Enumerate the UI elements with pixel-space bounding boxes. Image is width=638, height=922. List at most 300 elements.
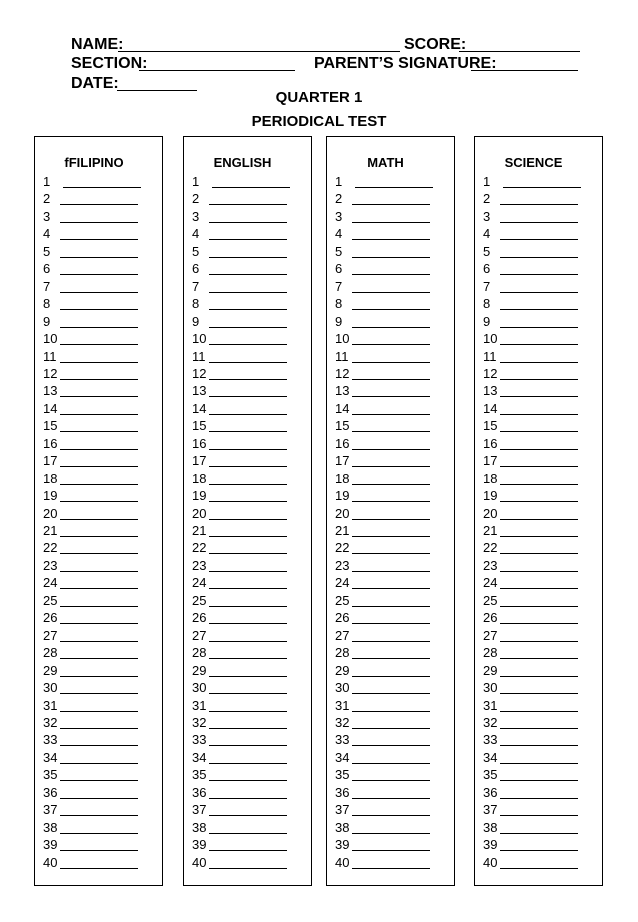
item-number: 5 bbox=[483, 243, 491, 259]
answer-row bbox=[327, 855, 454, 872]
answer-row bbox=[184, 244, 311, 261]
answer-blank[interactable] bbox=[63, 187, 141, 188]
answer-blank[interactable] bbox=[209, 676, 287, 677]
answer-blank[interactable] bbox=[209, 309, 287, 310]
item-number: 21 bbox=[483, 523, 498, 538]
quarter-title: QUARTER 1 bbox=[275, 89, 363, 106]
answer-blank[interactable] bbox=[352, 274, 430, 275]
answer-row bbox=[35, 785, 162, 802]
answer-blank[interactable] bbox=[60, 362, 138, 363]
answer-blank[interactable] bbox=[60, 536, 138, 537]
item-number: 36 bbox=[192, 784, 207, 800]
answer-row bbox=[327, 785, 454, 802]
answer-row bbox=[327, 488, 454, 505]
answer-row bbox=[35, 855, 162, 872]
answer-blank[interactable] bbox=[352, 571, 430, 572]
answer-blank[interactable] bbox=[209, 239, 287, 240]
answer-blank[interactable] bbox=[209, 553, 287, 554]
answer-blank[interactable] bbox=[500, 292, 578, 293]
answer-blank[interactable] bbox=[500, 519, 578, 520]
item-number: 18 bbox=[192, 470, 207, 486]
item-number: 12 bbox=[192, 365, 207, 381]
answer-blank[interactable] bbox=[352, 606, 430, 607]
answer-row bbox=[475, 418, 602, 435]
answer-blank[interactable] bbox=[209, 588, 287, 589]
answer-row bbox=[475, 540, 602, 557]
answer-blank[interactable] bbox=[60, 763, 138, 764]
answer-blank[interactable] bbox=[500, 396, 578, 397]
item-number: 37 bbox=[43, 802, 58, 818]
answer-row bbox=[184, 506, 311, 523]
answer-row bbox=[35, 558, 162, 575]
answer-blank[interactable] bbox=[352, 711, 430, 712]
answer-blank[interactable] bbox=[352, 431, 430, 432]
answer-blank[interactable] bbox=[352, 815, 430, 816]
item-number: 10 bbox=[192, 331, 207, 347]
answer-blank[interactable] bbox=[60, 204, 138, 205]
item-number: 34 bbox=[483, 749, 498, 765]
answer-blank[interactable] bbox=[352, 780, 430, 781]
answer-blank[interactable] bbox=[500, 588, 578, 589]
answer-blank[interactable] bbox=[209, 745, 287, 746]
answer-blank[interactable] bbox=[209, 274, 287, 275]
item-number: 2 bbox=[483, 191, 491, 207]
answer-blank[interactable] bbox=[500, 431, 578, 432]
answer-row bbox=[327, 383, 454, 400]
answer-blank[interactable] bbox=[209, 693, 287, 694]
item-number: 22 bbox=[335, 540, 350, 556]
answer-blank[interactable] bbox=[352, 763, 430, 764]
item-number: 35 bbox=[43, 767, 58, 783]
answer-blank[interactable] bbox=[209, 327, 287, 328]
answer-column-math bbox=[326, 136, 455, 886]
item-number: 1 bbox=[335, 174, 343, 189]
answer-row bbox=[327, 680, 454, 697]
answer-row bbox=[327, 593, 454, 610]
answer-blank[interactable] bbox=[60, 588, 138, 589]
answer-blank[interactable] bbox=[60, 344, 138, 345]
answer-blank[interactable] bbox=[209, 396, 287, 397]
answer-blank[interactable] bbox=[60, 431, 138, 432]
answer-blank[interactable] bbox=[60, 850, 138, 851]
answer-row bbox=[475, 645, 602, 662]
answer-row bbox=[475, 855, 602, 872]
answer-row bbox=[184, 209, 311, 226]
item-number: 7 bbox=[335, 278, 343, 294]
answer-blank[interactable] bbox=[352, 344, 430, 345]
item-number: 31 bbox=[335, 697, 350, 713]
item-number: 36 bbox=[335, 784, 350, 800]
answer-blank[interactable] bbox=[209, 292, 287, 293]
answer-blank[interactable] bbox=[352, 833, 430, 834]
answer-blank[interactable] bbox=[352, 484, 430, 485]
answer-row bbox=[184, 226, 311, 243]
item-number: 16 bbox=[483, 435, 498, 451]
answer-row bbox=[475, 174, 602, 191]
item-number: 34 bbox=[335, 749, 350, 765]
item-number: 35 bbox=[483, 767, 498, 783]
answer-row bbox=[327, 314, 454, 331]
item-number: 13 bbox=[483, 383, 498, 399]
answer-blank[interactable] bbox=[60, 327, 138, 328]
answer-blank[interactable] bbox=[352, 257, 430, 258]
answer-blank[interactable] bbox=[352, 798, 430, 799]
answer-blank[interactable] bbox=[209, 222, 287, 223]
answer-blank[interactable] bbox=[209, 711, 287, 712]
answer-blank[interactable] bbox=[500, 658, 578, 659]
item-number: 9 bbox=[483, 313, 491, 329]
answer-blank[interactable] bbox=[209, 519, 287, 520]
answer-blank[interactable] bbox=[60, 571, 138, 572]
answer-blank[interactable] bbox=[352, 396, 430, 397]
answer-row bbox=[327, 750, 454, 767]
item-number: 2 bbox=[192, 191, 200, 207]
answer-blank[interactable] bbox=[500, 623, 578, 624]
item-number: 40 bbox=[335, 854, 350, 870]
answer-row bbox=[475, 209, 602, 226]
item-number: 39 bbox=[335, 837, 350, 853]
item-number: 24 bbox=[335, 575, 350, 591]
score-field[interactable] bbox=[459, 51, 580, 52]
answer-blank[interactable] bbox=[500, 798, 578, 799]
answer-blank[interactable] bbox=[60, 833, 138, 834]
answer-blank[interactable] bbox=[60, 623, 138, 624]
answer-blank[interactable] bbox=[209, 868, 287, 869]
answer-blank[interactable] bbox=[60, 641, 138, 642]
answer-blank[interactable] bbox=[500, 204, 578, 205]
answer-blank[interactable] bbox=[209, 204, 287, 205]
answer-row bbox=[475, 610, 602, 627]
answer-blank[interactable] bbox=[500, 833, 578, 834]
answer-blank[interactable] bbox=[60, 379, 138, 380]
item-number: 37 bbox=[335, 802, 350, 818]
answer-blank[interactable] bbox=[209, 606, 287, 607]
answer-blank[interactable] bbox=[60, 798, 138, 799]
answer-blank[interactable] bbox=[352, 362, 430, 363]
item-number: 21 bbox=[43, 523, 58, 538]
answer-blank[interactable] bbox=[500, 728, 578, 729]
item-number: 1 bbox=[43, 174, 51, 189]
item-number: 17 bbox=[335, 453, 350, 469]
answer-blank[interactable] bbox=[352, 309, 430, 310]
answer-row bbox=[184, 628, 311, 645]
answer-row bbox=[184, 349, 311, 366]
item-number: 3 bbox=[335, 208, 343, 224]
answer-blank[interactable] bbox=[209, 780, 287, 781]
answer-blank[interactable] bbox=[60, 658, 138, 659]
answer-blank[interactable] bbox=[352, 745, 430, 746]
answer-blank[interactable] bbox=[500, 745, 578, 746]
answer-blank[interactable] bbox=[60, 239, 138, 240]
item-number: 40 bbox=[43, 854, 58, 870]
answer-row bbox=[327, 226, 454, 243]
answer-row bbox=[475, 802, 602, 819]
answer-row bbox=[35, 645, 162, 662]
answer-row bbox=[184, 401, 311, 418]
parent-signature-field[interactable] bbox=[471, 70, 578, 71]
item-number: 31 bbox=[483, 697, 498, 713]
answer-blank[interactable] bbox=[352, 850, 430, 851]
answer-row bbox=[475, 244, 602, 261]
answer-blank[interactable] bbox=[500, 676, 578, 677]
answer-blank[interactable] bbox=[500, 641, 578, 642]
answer-blank[interactable] bbox=[209, 833, 287, 834]
answer-row bbox=[184, 174, 311, 191]
answer-row bbox=[35, 488, 162, 505]
answer-row bbox=[327, 610, 454, 627]
answer-blank[interactable] bbox=[352, 676, 430, 677]
answer-blank[interactable] bbox=[209, 431, 287, 432]
answer-row bbox=[35, 226, 162, 243]
answer-blank[interactable] bbox=[60, 780, 138, 781]
answer-blank[interactable] bbox=[352, 414, 430, 415]
answer-blank[interactable] bbox=[352, 588, 430, 589]
answer-blank[interactable] bbox=[209, 414, 287, 415]
answer-blank[interactable] bbox=[500, 344, 578, 345]
answer-row bbox=[327, 453, 454, 470]
answer-row bbox=[35, 401, 162, 418]
answer-blank[interactable] bbox=[209, 536, 287, 537]
answer-row bbox=[475, 628, 602, 645]
item-number: 10 bbox=[335, 331, 350, 347]
answer-blank[interactable] bbox=[209, 571, 287, 572]
answer-blank[interactable] bbox=[209, 501, 287, 502]
answer-blank[interactable] bbox=[500, 239, 578, 240]
answer-blank[interactable] bbox=[60, 519, 138, 520]
answer-blank[interactable] bbox=[500, 449, 578, 450]
answer-blank[interactable] bbox=[500, 815, 578, 816]
answer-blank[interactable] bbox=[500, 484, 578, 485]
answer-blank[interactable] bbox=[500, 309, 578, 310]
item-number: 9 bbox=[43, 313, 51, 329]
item-number: 20 bbox=[43, 505, 58, 521]
answer-blank[interactable] bbox=[500, 379, 578, 380]
item-number: 29 bbox=[192, 662, 207, 678]
column-heading: ENGLISH bbox=[213, 155, 272, 170]
answer-blank[interactable] bbox=[500, 222, 578, 223]
answer-blank[interactable] bbox=[352, 449, 430, 450]
answer-blank[interactable] bbox=[209, 466, 287, 467]
answer-row bbox=[327, 191, 454, 208]
item-number: 16 bbox=[43, 435, 58, 451]
item-number: 13 bbox=[43, 383, 58, 399]
answer-blank[interactable] bbox=[500, 606, 578, 607]
item-number: 26 bbox=[483, 610, 498, 626]
item-number: 16 bbox=[192, 435, 207, 451]
answer-blank[interactable] bbox=[500, 274, 578, 275]
answer-row bbox=[35, 314, 162, 331]
item-number: 23 bbox=[43, 557, 58, 573]
item-number: 27 bbox=[43, 627, 58, 643]
answer-row bbox=[35, 698, 162, 715]
item-number: 2 bbox=[335, 191, 343, 207]
answer-blank[interactable] bbox=[209, 658, 287, 659]
item-number: 10 bbox=[483, 331, 498, 347]
answer-blank[interactable] bbox=[209, 798, 287, 799]
answer-blank[interactable] bbox=[500, 693, 578, 694]
item-number: 6 bbox=[483, 261, 491, 277]
answer-row bbox=[35, 436, 162, 453]
answer-blank[interactable] bbox=[352, 641, 430, 642]
answer-blank[interactable] bbox=[355, 187, 433, 188]
answer-blank[interactable] bbox=[500, 711, 578, 712]
answer-blank[interactable] bbox=[500, 257, 578, 258]
answer-blank[interactable] bbox=[209, 449, 287, 450]
item-number: 33 bbox=[483, 732, 498, 748]
answer-row bbox=[475, 261, 602, 278]
answer-row bbox=[327, 558, 454, 575]
answer-row bbox=[475, 226, 602, 243]
answer-row bbox=[35, 383, 162, 400]
item-number: 25 bbox=[335, 592, 350, 608]
name-label: NAME: bbox=[71, 36, 124, 53]
answer-blank[interactable] bbox=[60, 815, 138, 816]
answer-blank[interactable] bbox=[352, 239, 430, 240]
answer-blank[interactable] bbox=[209, 728, 287, 729]
answer-blank[interactable] bbox=[60, 274, 138, 275]
name-field[interactable] bbox=[118, 51, 400, 52]
answer-blank[interactable] bbox=[209, 484, 287, 485]
answer-blank[interactable] bbox=[352, 623, 430, 624]
answer-blank[interactable] bbox=[209, 257, 287, 258]
answer-row bbox=[184, 540, 311, 557]
answer-blank[interactable] bbox=[500, 868, 578, 869]
answer-row bbox=[35, 610, 162, 627]
answer-blank[interactable] bbox=[60, 257, 138, 258]
answer-blank[interactable] bbox=[500, 780, 578, 781]
item-number: 3 bbox=[43, 208, 51, 224]
answer-blank[interactable] bbox=[500, 362, 578, 363]
answer-blank[interactable] bbox=[209, 815, 287, 816]
answer-row bbox=[475, 488, 602, 505]
answer-blank[interactable] bbox=[60, 309, 138, 310]
answer-row bbox=[475, 785, 602, 802]
item-number: 28 bbox=[483, 645, 498, 661]
item-number: 17 bbox=[483, 453, 498, 469]
item-number: 11 bbox=[43, 348, 57, 364]
answer-blank[interactable] bbox=[352, 728, 430, 729]
answer-blank[interactable] bbox=[60, 606, 138, 607]
answer-blank[interactable] bbox=[352, 204, 430, 205]
answer-blank[interactable] bbox=[352, 553, 430, 554]
answer-blank[interactable] bbox=[209, 344, 287, 345]
answer-blank[interactable] bbox=[209, 850, 287, 851]
answer-row bbox=[327, 820, 454, 837]
answer-blank[interactable] bbox=[352, 868, 430, 869]
item-number: 40 bbox=[483, 854, 498, 870]
item-number: 12 bbox=[483, 365, 498, 381]
answer-row bbox=[35, 244, 162, 261]
item-number: 2 bbox=[43, 191, 51, 207]
answer-row bbox=[184, 279, 311, 296]
answer-blank[interactable] bbox=[352, 658, 430, 659]
answer-blank[interactable] bbox=[60, 693, 138, 694]
item-number: 28 bbox=[43, 645, 58, 661]
answer-blank[interactable] bbox=[60, 396, 138, 397]
answer-blank[interactable] bbox=[500, 850, 578, 851]
answer-blank[interactable] bbox=[352, 536, 430, 537]
answer-blank[interactable] bbox=[500, 327, 578, 328]
answer-blank[interactable] bbox=[212, 187, 290, 188]
answer-blank[interactable] bbox=[352, 501, 430, 502]
answer-blank[interactable] bbox=[60, 868, 138, 869]
section-field[interactable] bbox=[139, 70, 295, 71]
answer-row bbox=[475, 698, 602, 715]
answer-blank[interactable] bbox=[209, 362, 287, 363]
item-number: 19 bbox=[335, 488, 350, 504]
answer-blank[interactable] bbox=[503, 187, 581, 188]
answer-row bbox=[184, 418, 311, 435]
item-number: 16 bbox=[335, 435, 350, 451]
answer-blank[interactable] bbox=[60, 676, 138, 677]
answer-blank[interactable] bbox=[352, 292, 430, 293]
answer-blank[interactable] bbox=[60, 466, 138, 467]
answer-blank[interactable] bbox=[500, 571, 578, 572]
answer-row bbox=[35, 453, 162, 470]
item-number: 6 bbox=[335, 261, 343, 277]
answer-blank[interactable] bbox=[352, 222, 430, 223]
item-number: 33 bbox=[192, 732, 207, 748]
answer-blank[interactable] bbox=[500, 414, 578, 415]
answer-blank[interactable] bbox=[60, 728, 138, 729]
answer-row bbox=[475, 680, 602, 697]
answer-blank[interactable] bbox=[60, 553, 138, 554]
item-number: 12 bbox=[335, 365, 350, 381]
answer-row bbox=[475, 750, 602, 767]
answer-blank[interactable] bbox=[500, 553, 578, 554]
answer-blank[interactable] bbox=[60, 449, 138, 450]
answer-blank[interactable] bbox=[352, 466, 430, 467]
item-number: 30 bbox=[192, 680, 207, 696]
answer-blank[interactable] bbox=[60, 484, 138, 485]
test-title: PERIODICAL TEST bbox=[251, 113, 387, 130]
answer-row bbox=[327, 296, 454, 313]
answer-row bbox=[184, 820, 311, 837]
answer-blank[interactable] bbox=[352, 379, 430, 380]
item-number: 38 bbox=[483, 819, 498, 835]
answer-blank[interactable] bbox=[352, 693, 430, 694]
answer-blank[interactable] bbox=[352, 327, 430, 328]
item-number: 25 bbox=[483, 592, 498, 608]
answer-blank[interactable] bbox=[60, 745, 138, 746]
item-number: 38 bbox=[43, 819, 58, 835]
answer-blank[interactable] bbox=[500, 536, 578, 537]
answer-blank[interactable] bbox=[209, 763, 287, 764]
answer-blank[interactable] bbox=[60, 222, 138, 223]
answer-blank[interactable] bbox=[60, 292, 138, 293]
answer-blank[interactable] bbox=[352, 519, 430, 520]
answer-row bbox=[184, 663, 311, 680]
answer-row bbox=[184, 488, 311, 505]
answer-blank[interactable] bbox=[209, 623, 287, 624]
answer-blank[interactable] bbox=[60, 501, 138, 502]
answer-row bbox=[475, 383, 602, 400]
answer-row bbox=[327, 837, 454, 854]
answer-row bbox=[327, 209, 454, 226]
answer-blank[interactable] bbox=[500, 466, 578, 467]
answer-blank[interactable] bbox=[60, 414, 138, 415]
answer-blank[interactable] bbox=[500, 501, 578, 502]
answer-blank[interactable] bbox=[209, 641, 287, 642]
answer-row bbox=[35, 820, 162, 837]
answer-blank[interactable] bbox=[60, 711, 138, 712]
item-number: 39 bbox=[43, 837, 58, 853]
answer-row bbox=[327, 471, 454, 488]
item-number: 34 bbox=[192, 749, 207, 765]
answer-blank[interactable] bbox=[500, 763, 578, 764]
column-heading: SCIENCE bbox=[504, 155, 563, 170]
answer-blank[interactable] bbox=[209, 379, 287, 380]
